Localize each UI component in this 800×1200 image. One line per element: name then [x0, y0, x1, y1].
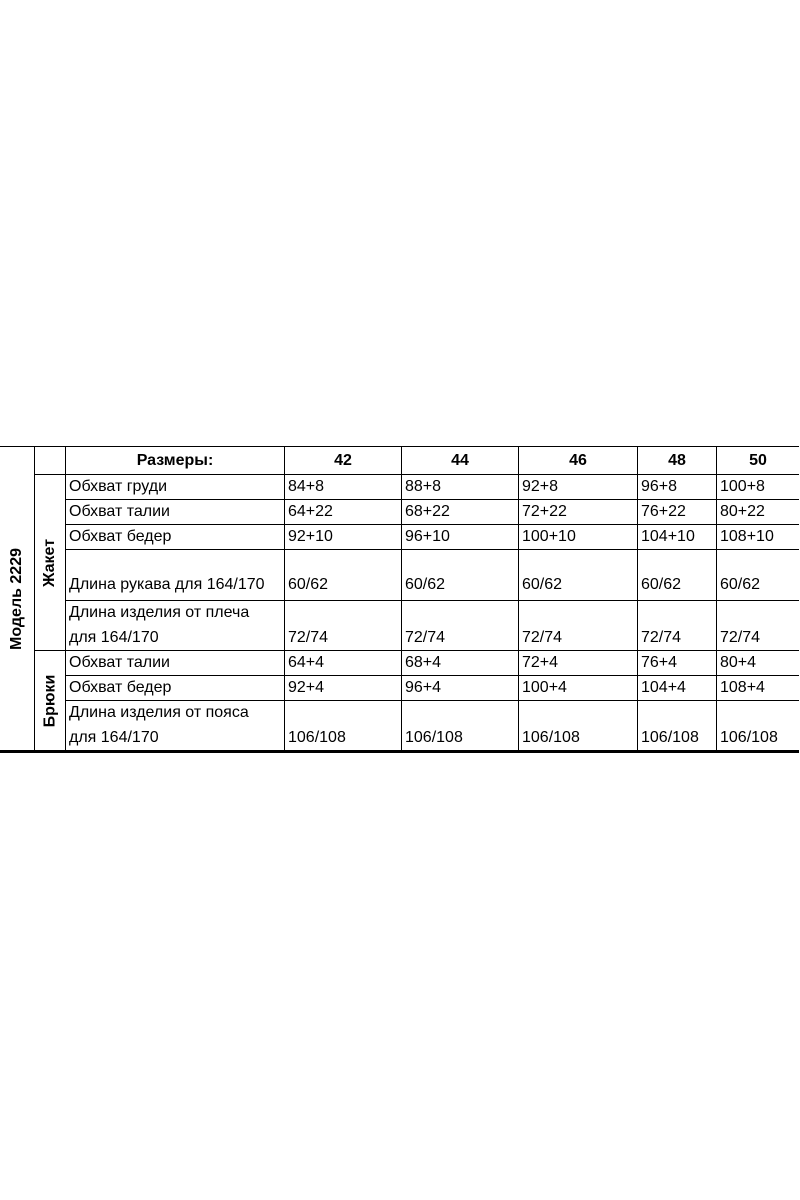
- table-cell: 96+10: [402, 525, 519, 550]
- table-cell: 96+4: [402, 676, 519, 701]
- table-cell: 84+8: [285, 475, 402, 500]
- row-label: Обхват груди: [66, 475, 285, 500]
- row-label-line2: для 164/170: [69, 729, 159, 746]
- table-cell: 72/74: [285, 601, 402, 651]
- row-label: Обхват бедер: [66, 525, 285, 550]
- table-cell: 68+22: [402, 500, 519, 525]
- table-cell: 104+4: [638, 676, 717, 701]
- table-cell: 88+8: [402, 475, 519, 500]
- table-cell: 60/62: [519, 550, 638, 601]
- table-cell: 76+22: [638, 500, 717, 525]
- table-cell: 72/74: [638, 601, 717, 651]
- table-cell: 80+22: [717, 500, 799, 525]
- table-cell: 72+22: [519, 500, 638, 525]
- table-cell: 92+10: [285, 525, 402, 550]
- trousers-label: Брюки: [41, 674, 58, 727]
- table-cell: 108+4: [717, 676, 799, 701]
- table-cell: 96+8: [638, 475, 717, 500]
- model-label-cell: [0, 447, 35, 751]
- table-cell: 106/108: [519, 701, 638, 751]
- table-cell: 106/108: [285, 701, 402, 751]
- row-label: [66, 701, 285, 751]
- table-cell: 72/74: [717, 601, 799, 651]
- row-label-line2: для 164/170: [69, 629, 159, 646]
- size-header: 48: [638, 447, 717, 475]
- table-cell: 108+10: [717, 525, 799, 550]
- table-cell: 68+4: [402, 651, 519, 676]
- size-header: 44: [402, 447, 519, 475]
- table-cell: 106/108: [717, 701, 799, 751]
- size-header: 46: [519, 447, 638, 475]
- table-cell: 64+4: [285, 651, 402, 676]
- size-header: 42: [285, 447, 402, 475]
- table-cell: 100+4: [519, 676, 638, 701]
- table-cell: 60/62: [402, 550, 519, 601]
- trousers-label-cell: [35, 651, 66, 751]
- jacket-label-cell: [35, 475, 66, 651]
- row-label: Обхват бедер: [66, 676, 285, 701]
- table-cell: 60/62: [638, 550, 717, 601]
- table-cell: 72/74: [519, 601, 638, 651]
- row-label: Обхват талии: [66, 651, 285, 676]
- size-table: [0, 446, 799, 753]
- jacket-label: Жакет: [41, 538, 58, 587]
- row-label: [66, 601, 285, 651]
- table-cell: 92+8: [519, 475, 638, 500]
- size-header: 50: [717, 447, 799, 475]
- table-cell: 64+22: [285, 500, 402, 525]
- row-label: Длина рукава для 164/170: [66, 550, 285, 601]
- table-cell: 106/108: [638, 701, 717, 751]
- table-cell: 104+10: [638, 525, 717, 550]
- table-cell: 106/108: [402, 701, 519, 751]
- table-cell: 76+4: [638, 651, 717, 676]
- header-blank-cell: [35, 447, 66, 475]
- table-cell: 72/74: [402, 601, 519, 651]
- sizes-label: Размеры:: [66, 447, 285, 475]
- row-label-line1: Длина изделия от плеча: [69, 604, 250, 621]
- table-cell: 100+10: [519, 525, 638, 550]
- row-label-line1: Длина изделия от пояса: [69, 704, 249, 721]
- table-cell: 92+4: [285, 676, 402, 701]
- model-label: Модель 2229: [8, 547, 26, 650]
- table-cell: 60/62: [717, 550, 799, 601]
- table-cell: 80+4: [717, 651, 799, 676]
- row-label: Обхват талии: [66, 500, 285, 525]
- table-cell: 72+4: [519, 651, 638, 676]
- table-cell: 100+8: [717, 475, 799, 500]
- table-cell: 60/62: [285, 550, 402, 601]
